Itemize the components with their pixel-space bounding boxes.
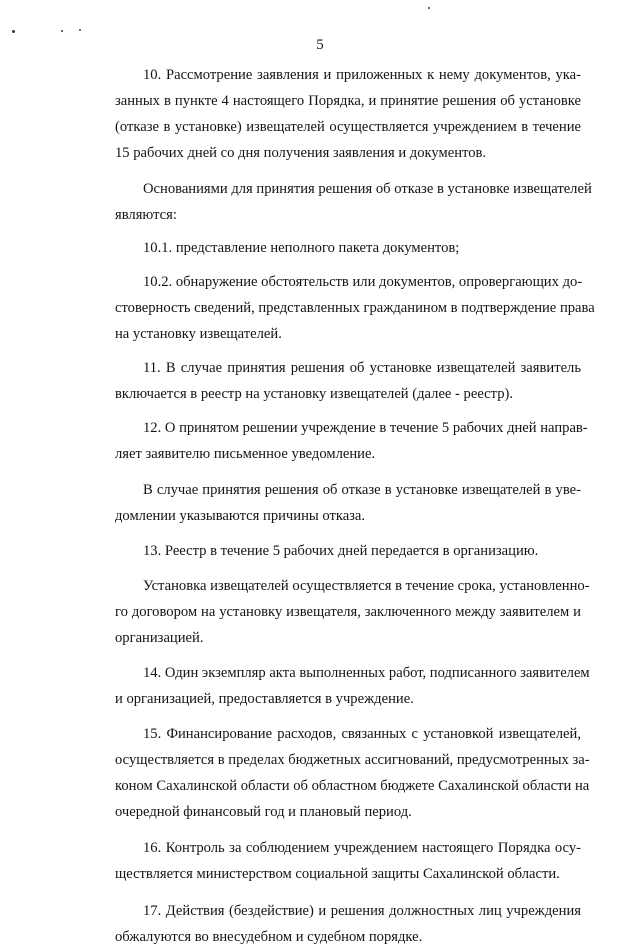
- paragraph-line: ществляется министерством социальной защиты Сахалинской области.: [115, 866, 560, 882]
- paragraph: [115, 538, 581, 564]
- paragraph-line: и организацией, предоставляется в учреждение.: [115, 691, 414, 707]
- paragraph-line: осуществляется в пределах бюджетных ассигнований, предусмотренных за-: [115, 752, 590, 768]
- paragraph-line: 11. В случае принятия решения об установке извещателей заявитель: [143, 360, 581, 376]
- paragraph: [115, 235, 581, 261]
- paragraph: [115, 415, 588, 467]
- paragraph: [115, 176, 592, 228]
- paragraph-line: 16. Контроль за соблюдением учреждением настоящего Порядка осу-: [143, 840, 581, 856]
- paragraph-line: 10.2. обнаружение обстоятельств или документов, опровергающих до-: [143, 274, 583, 290]
- paragraph: [115, 898, 581, 950]
- paragraph: [115, 835, 581, 887]
- paragraph-line: коном Сахалинской области об областном бюджете Сахалинской области на: [115, 778, 590, 794]
- paragraph-line: на установку извещателей.: [115, 326, 282, 342]
- paragraph: [115, 355, 581, 407]
- paragraph-line: Основаниями для принятия решения об отказе в установке извещателей: [143, 181, 592, 197]
- paragraph: [115, 477, 581, 529]
- paragraph-line: обжалуются во внесудебном и судебном порядке.: [115, 929, 423, 945]
- paragraph-line: го договором на установку извещателя, заключенного между заявителем и: [115, 604, 581, 620]
- paragraph-line: 13. Реестр в течение 5 рабочих дней передается в организацию.: [143, 543, 539, 559]
- paragraph-line: 15. Финансирование расходов, связанных с установкой извещателей,: [143, 726, 581, 742]
- paragraph-line: 10.1. представление неполного пакета документов;: [143, 240, 460, 256]
- scan-speck: [61, 30, 63, 32]
- paragraph-line: Установка извещателей осуществляется в течение срока, установленно-: [143, 578, 590, 594]
- paragraph: [115, 660, 590, 712]
- paragraph-line: организацией.: [115, 630, 204, 646]
- paragraph-line: ляет заявителю письменное уведомление.: [115, 446, 376, 462]
- paragraph-line: являются:: [115, 207, 177, 223]
- paragraph-line: занных в пункте 4 настоящего Порядка, и принятие решения об установке: [115, 93, 581, 109]
- paragraph-line: В случае принятия решения об отказе в установке извещателей в уве-: [143, 482, 581, 498]
- paragraph-line: домлении указываются причины отказа.: [115, 508, 366, 524]
- paragraph-line: стоверность сведений, представленных гражданином в подтверждение права: [115, 300, 595, 316]
- paragraph: [115, 269, 595, 347]
- document-body: [115, 62, 595, 950]
- paragraph-line: 12. О принятом решении учреждение в течение 5 рабочих дней направ-: [143, 420, 588, 436]
- paragraph-line: 10. Рассмотрение заявления и приложенных к нему документов, ука-: [143, 67, 581, 83]
- paragraph: [115, 62, 581, 166]
- scan-speck: [12, 30, 15, 33]
- paragraph-line: включается в реестр на установку извещателей (далее - реестр).: [115, 386, 514, 402]
- paragraph: [115, 573, 590, 651]
- page-number: 5: [316, 37, 324, 53]
- paragraph-line: очередной финансовый год и плановый период.: [115, 804, 412, 820]
- paragraph-line: 14. Один экземпляр акта выполненных работ, подписанного заявителем: [143, 665, 590, 681]
- paragraph-line: (отказе в установке) извещателей осуществляется учреждением в течение: [115, 119, 581, 135]
- paragraph: [115, 721, 590, 825]
- paragraph-line: 15 рабочих дней со дня получения заявления и документов.: [115, 145, 487, 161]
- paragraph-line: 17. Действия (бездействие) и решения должностных лиц учреждения: [143, 903, 581, 919]
- scan-speck: [428, 7, 430, 9]
- scan-speck: [79, 29, 81, 31]
